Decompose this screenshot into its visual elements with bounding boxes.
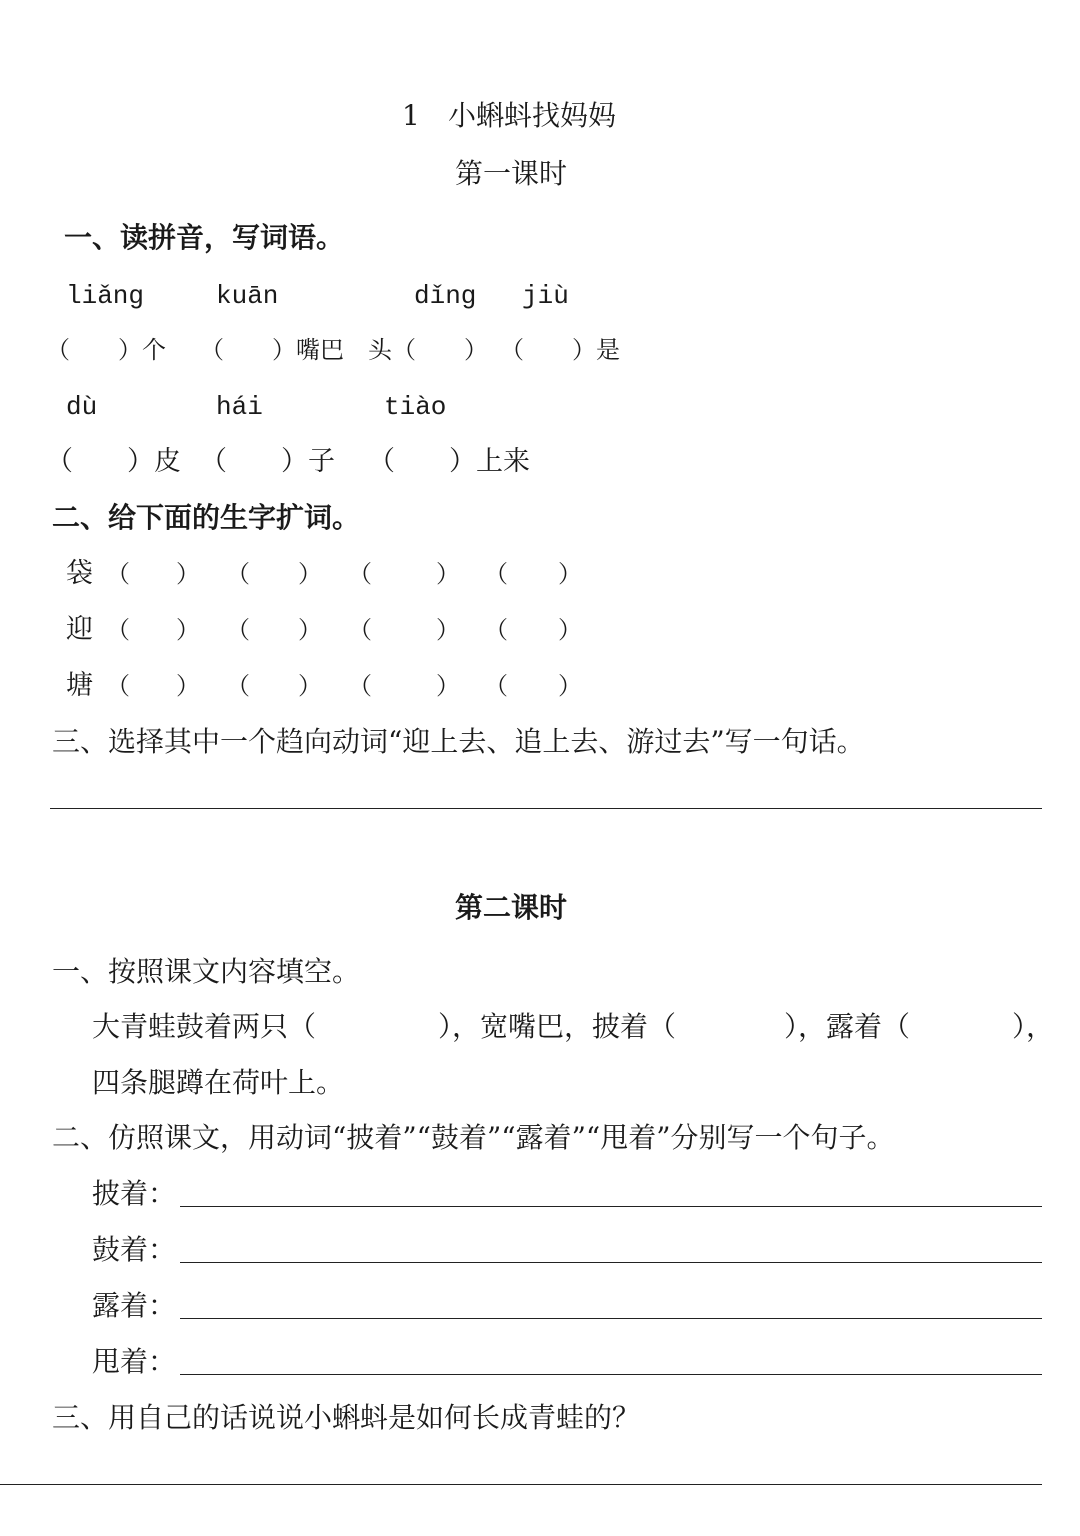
fill-text: 大青蛙鼓着两只（ — [92, 1010, 317, 1043]
paren-open: （ — [226, 672, 250, 700]
pinyin: hái — [216, 392, 263, 422]
paren-open: （ — [226, 560, 250, 588]
answer-line[interactable] — [180, 1206, 1042, 1207]
paren-close: ） — [176, 672, 200, 700]
fill-text: ），露着（ — [784, 1010, 911, 1043]
session1-heading: 第一课时 — [455, 157, 568, 190]
paren-close: ） — [298, 616, 322, 644]
pinyin: jiù — [522, 281, 569, 311]
word-blank: （ ）皮 — [46, 446, 181, 477]
paren-open: （ — [484, 616, 508, 644]
expand-char: 袋 — [66, 558, 93, 589]
paren-open: （ — [106, 616, 130, 644]
paren-open: （ — [484, 672, 508, 700]
word-blank: 头（ ） — [368, 336, 488, 364]
s2-q2-title: 二、仿照课文，用动词“披着”“鼓着”“露着”“甩着”分别写一个句子。 — [52, 1121, 895, 1154]
paren-open: （ — [226, 616, 250, 644]
fill-text: 四条腿蹲在荷叶上。 — [92, 1066, 345, 1099]
expand-char: 迎 — [66, 614, 93, 645]
paren-close: ） — [558, 560, 582, 588]
pinyin: dù — [66, 392, 98, 422]
expand-char: 塘 — [66, 670, 93, 701]
answer-line[interactable] — [180, 1374, 1042, 1375]
paren-close: ） — [298, 560, 322, 588]
word-blank: （ ）个 — [46, 336, 166, 364]
paren-close: ） — [558, 616, 582, 644]
sentence-label: 鼓着： — [92, 1233, 177, 1266]
sentence-label: 甩着： — [92, 1345, 177, 1378]
word-blank: （ ）上来 — [368, 446, 530, 477]
word-blank: （ ）是 — [500, 336, 620, 364]
sentence-label: 露着： — [92, 1289, 177, 1322]
word-blank: （ ）子 — [200, 446, 335, 477]
paren-close: ） — [436, 616, 460, 644]
pinyin: liǎng — [66, 281, 145, 311]
paren-close: ） — [176, 616, 200, 644]
paren-close: ） — [176, 560, 200, 588]
paren-open: （ — [348, 616, 372, 644]
paren-close: ） — [298, 672, 322, 700]
paren-close: ） — [558, 672, 582, 700]
pinyin: tiào — [384, 392, 447, 422]
paren-open: （ — [348, 672, 372, 700]
lesson-title: 小蝌蚪找妈妈 — [448, 99, 617, 132]
s2-q1-title: 一、按照课文内容填空。 — [52, 955, 361, 988]
answer-line[interactable] — [180, 1318, 1042, 1319]
paren-open: （ — [106, 672, 130, 700]
word-blank: （ ）嘴巴 — [200, 336, 344, 364]
paren-open: （ — [484, 560, 508, 588]
paren-close: ） — [436, 672, 460, 700]
pinyin: kuān — [216, 281, 279, 311]
pinyin: dǐng — [414, 281, 477, 311]
s1-q1-title: 一、读拼音，写词语。 — [64, 221, 345, 254]
fill-text: ），宽嘴巴，披着（ — [438, 1010, 677, 1043]
paren-open: （ — [106, 560, 130, 588]
fill-text: ）， — [1012, 1010, 1055, 1043]
s1-q3-title: 三、选择其中一个趋向动词“迎上去、追上去、游过去”写一句话。 — [52, 725, 865, 758]
sentence-label: 披着： — [92, 1177, 177, 1210]
answer-line[interactable] — [50, 808, 1042, 809]
paren-open: （ — [348, 560, 372, 588]
paren-close: ） — [436, 560, 460, 588]
lesson-number: 1 — [402, 99, 420, 132]
answer-line[interactable] — [180, 1262, 1042, 1263]
session2-heading: 第二课时 — [455, 891, 568, 924]
s1-q2-title: 二、给下面的生字扩词。 — [52, 501, 361, 534]
s2-q3-title: 三、用自己的话说说小蝌蚪是如何长成青蛙的？ — [52, 1401, 641, 1434]
answer-line[interactable] — [0, 1484, 1042, 1485]
